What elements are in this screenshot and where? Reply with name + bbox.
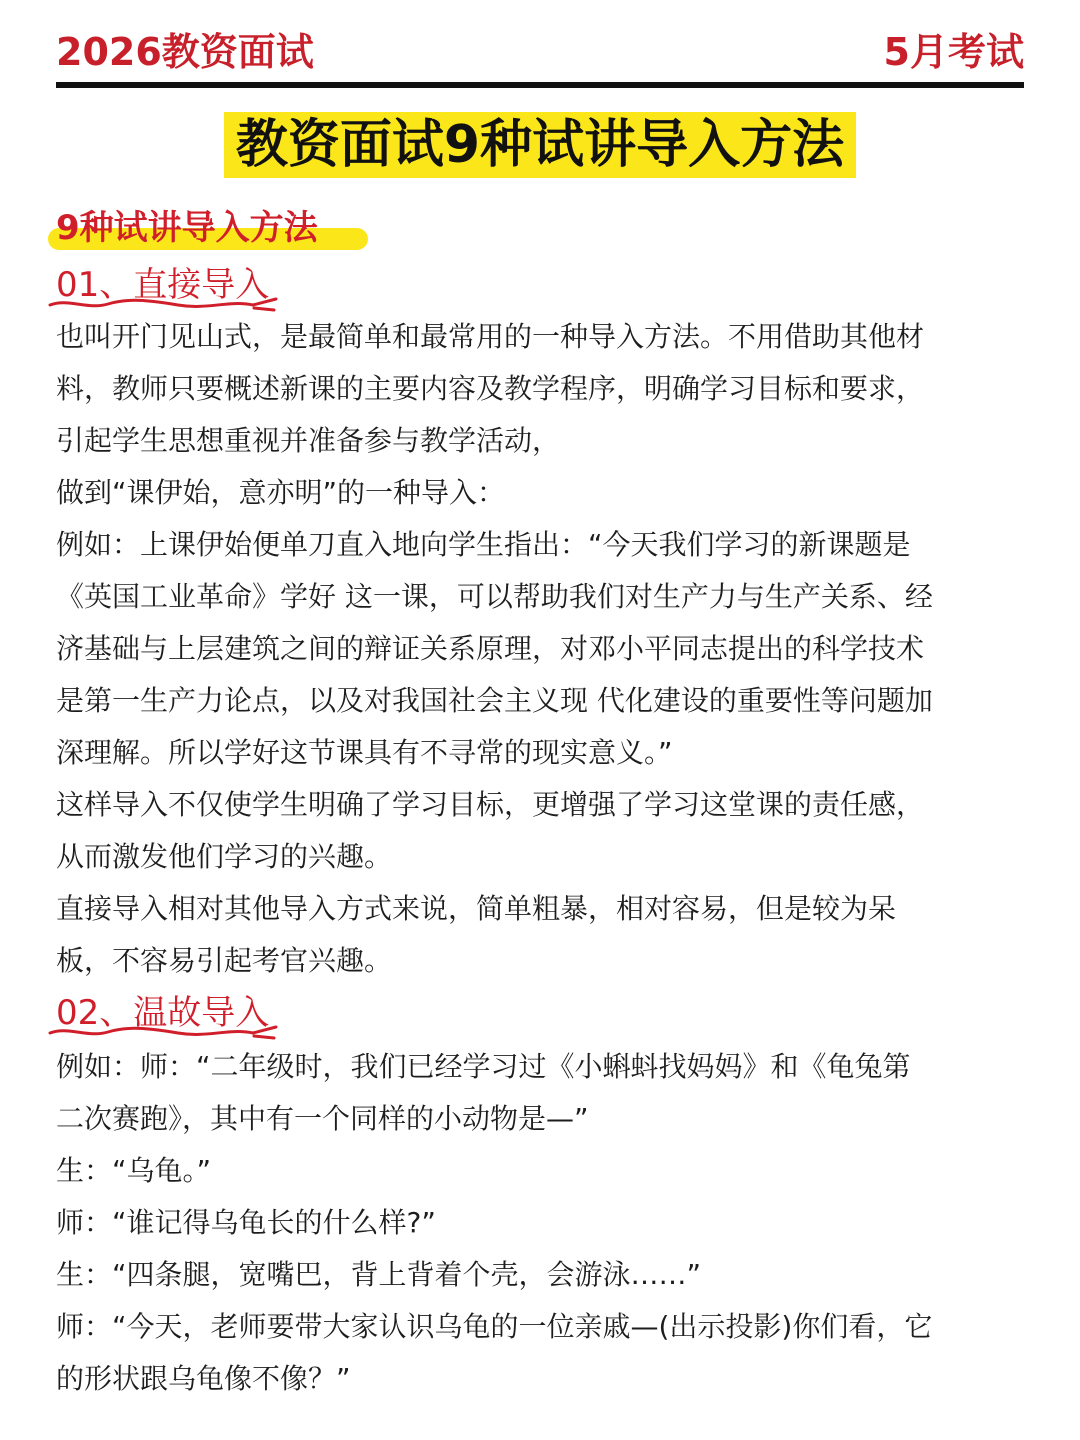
body-line: 料，教师只要概述新课的主要内容及教学程序，明确学习目标和要求， bbox=[56, 372, 925, 405]
wavy-underline-icon bbox=[48, 296, 280, 312]
header-left-label: 2026教资面试 bbox=[56, 30, 314, 74]
title-container bbox=[0, 112, 1080, 178]
section-heading-text: 01、直接导入 bbox=[56, 265, 270, 305]
body-line: 《英国工业革命》学好 这一课，可以帮助我们对生产力与生产关系、经 bbox=[56, 580, 933, 613]
body-line: 的形状跟乌龟像不像？” bbox=[56, 1362, 351, 1395]
subheading-text: 9种试讲导入方法 bbox=[56, 208, 318, 248]
section-body-review bbox=[56, 1041, 1036, 1405]
body-line: 这样导入不仅使学生明确了学习目标，更增强了学习这堂课的责任感， bbox=[56, 788, 925, 821]
body-line: 师：“谁记得乌龟长的什么样?” bbox=[56, 1206, 436, 1239]
section-body-direct bbox=[56, 311, 1036, 987]
body-line: 是第一生产力论点，以及对我国社会主义现 代化建设的重要性等问题加 bbox=[56, 684, 933, 717]
body-line: 济基础与上层建筑之间的辩证关系原理，对邓小平同志提出的科学技术 bbox=[56, 632, 925, 665]
subheading bbox=[48, 202, 318, 254]
body-line: 生：“四条腿，宽嘴巴，背上背着个壳，会游泳……” bbox=[56, 1258, 702, 1291]
body-line: 例如：上课伊始便单刀直入地向学生指出：“今天我们学习的新课题是 bbox=[56, 528, 911, 561]
body-line: 做到“课伊始，意亦明”的一种导入： bbox=[56, 476, 506, 509]
header-divider bbox=[56, 82, 1024, 88]
body-line: 生：“乌龟。” bbox=[56, 1154, 212, 1187]
body-line: 引起学生思想重视并准备参与教学活动， bbox=[56, 424, 561, 457]
page-header bbox=[56, 26, 1024, 78]
page-title: 教资面试9种试讲导入方法 bbox=[224, 112, 856, 178]
body-line: 板，不容易引起考官兴趣。 bbox=[56, 944, 393, 977]
section-heading-review bbox=[56, 990, 269, 1042]
section-heading-text: 02、温故导入 bbox=[56, 993, 270, 1033]
body-line: 师：“今天，老师要带大家认识乌龟的一位亲戚—(出示投影)你们看，它 bbox=[56, 1310, 933, 1343]
body-line: 也叫开门见山式，是最简单和最常用的一种导入方法。不用借助其他材 bbox=[56, 320, 925, 353]
wavy-underline-icon bbox=[48, 1024, 280, 1040]
body-line: 直接导入相对其他导入方式来说，简单粗暴，相对容易，但是较为呆 bbox=[56, 892, 897, 925]
section-heading-direct bbox=[56, 262, 269, 314]
body-line: 从而激发他们学习的兴趣。 bbox=[56, 840, 393, 873]
header-right-label: 5月考试 bbox=[883, 30, 1024, 74]
body-line: 二次赛跑》，其中有一个同样的小动物是—” bbox=[56, 1102, 589, 1135]
body-line: 例如：师：“二年级时，我们已经学习过《小蝌蚪找妈妈》和《龟兔第 bbox=[56, 1050, 911, 1083]
body-line: 深理解。所以学好这节课具有不寻常的现实意义。” bbox=[56, 736, 673, 769]
